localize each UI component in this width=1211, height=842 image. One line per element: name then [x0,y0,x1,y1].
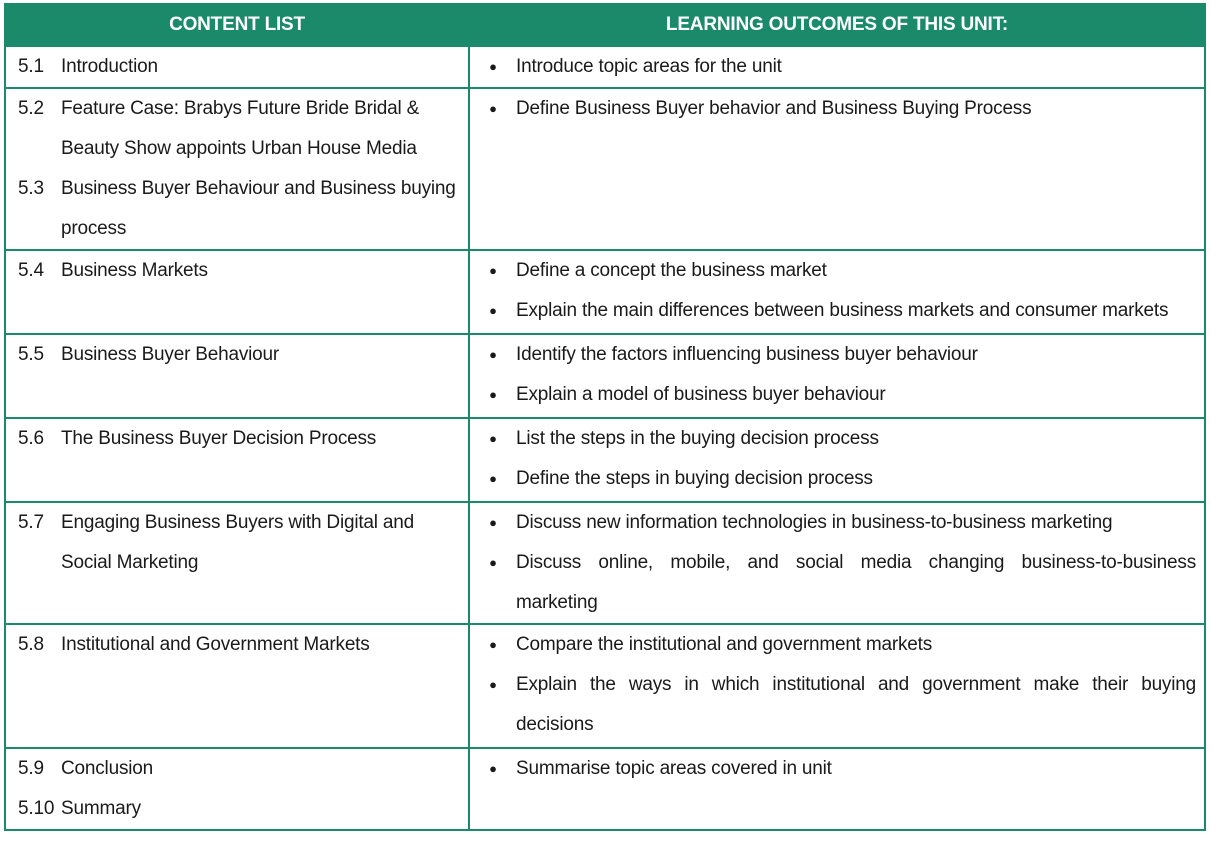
bullet-icon: ● [489,387,497,402]
outcome-text: Explain the main differences between business markets and consumer markets [516,300,1169,321]
section-number: 5.8 [18,634,44,655]
outcome-item [470,375,1196,415]
outcome-item [470,665,1196,745]
table-row [5,624,1205,748]
section-number: 5.5 [18,344,44,365]
outcome-text: List the steps in the buying decision process [516,428,879,449]
outcome-item [470,459,1196,499]
section-number: 5.4 [18,260,44,281]
outcome-item [470,503,1196,543]
bullet-icon: ● [489,303,497,318]
outcome-text: Explain the ways in which institutional and government make their buying decisions [516,674,1196,735]
section-number: 5.3 [18,178,44,199]
outcome-text: Define the steps in buying decision process [516,468,873,489]
bullet-icon: ● [489,347,497,362]
outcomes-cell [469,418,1205,502]
outcomes-cell [469,250,1205,334]
content-cell [5,418,469,502]
bullet-icon: ● [489,471,497,486]
unit-outcomes-table [4,3,1206,831]
content-item [18,335,458,375]
outcomes-cell [469,334,1205,418]
table-row [5,250,1205,334]
content-cell [5,748,469,830]
section-title: Business Buyer Behaviour and Business buying process [61,178,456,239]
table-row [5,748,1205,830]
outcomes-cell [469,88,1205,250]
outcome-text: Compare the institutional and government markets [516,634,933,655]
outcome-item [470,335,1196,375]
content-list-header: CONTENT LIST [5,4,469,46]
bullet-icon: ● [489,761,497,776]
outcome-item [470,291,1196,331]
learning-outcomes-header: LEARNING OUTCOMES OF THIS UNIT: [469,4,1205,46]
outcome-item [470,89,1196,129]
content-item [18,169,458,249]
content-cell [5,334,469,418]
content-item [18,789,458,829]
outcomes-cell [469,748,1205,830]
section-number: 5.1 [18,56,44,77]
outcome-text: Discuss new information technologies in business-to-business marketing [516,512,1113,533]
outcomes-cell [469,624,1205,748]
bullet-icon: ● [489,263,497,278]
content-cell [5,88,469,250]
bullet-icon: ● [489,515,497,530]
section-title: The Business Buyer Decision Process [61,428,377,449]
table-row [5,46,1205,88]
section-title: Institutional and Government Markets [61,634,370,655]
section-title: Conclusion [61,758,153,779]
outcome-text: Summarise topic areas covered in unit [516,758,832,779]
section-number: 5.2 [18,98,44,119]
outcome-item [470,625,1196,665]
bullet-icon: ● [489,677,497,692]
outcomes-cell [469,46,1205,88]
section-title: Engaging Business Buyers with Digital and Social Marketing [61,512,415,573]
section-title: Business Markets [61,260,208,281]
content-item [18,89,458,169]
outcome-text: Discuss online, mobile, and social media changing business-to-business marketing [516,552,1196,613]
outcome-text: Explain a model of business buyer behaviour [516,384,886,405]
bullet-icon: ● [489,637,497,652]
section-number: 5.6 [18,428,44,449]
bullet-icon: ● [489,101,497,116]
content-cell [5,502,469,624]
bullet-icon: ● [489,59,497,74]
section-title: Summary [61,798,141,819]
content-item [18,749,458,789]
outcome-text: Introduce topic areas for the unit [516,56,782,77]
content-item [18,625,458,665]
bullet-icon: ● [489,431,497,446]
content-item [18,503,458,583]
outcome-item [470,419,1196,459]
content-item [18,251,458,291]
content-cell [5,250,469,334]
section-title: Introduction [61,56,158,77]
outcome-item [470,543,1196,623]
table-row [5,418,1205,502]
outcome-text: Define Business Buyer behavior and Business Buying Process [516,98,1032,119]
bullet-icon: ● [489,555,497,570]
content-item [18,419,458,459]
header-row [5,4,1205,46]
outcome-item [470,47,1196,87]
table-row [5,502,1205,624]
outcome-text: Identify the factors influencing business buyer behaviour [516,344,978,365]
content-item [18,47,458,87]
section-title: Business Buyer Behaviour [61,344,280,365]
outcome-item [470,251,1196,291]
content-cell [5,46,469,88]
content-cell [5,624,469,748]
section-number: 5.10 [18,798,55,819]
outcome-item [470,749,1196,789]
section-number: 5.7 [18,512,44,533]
outcomes-cell [469,502,1205,624]
outcome-text: Define a concept the business market [516,260,827,281]
section-number: 5.9 [18,758,44,779]
section-title: Feature Case: Brabys Future Bride Bridal & Beauty Show appoints Urban House Media [61,98,420,159]
table-row [5,334,1205,418]
table-row [5,88,1205,250]
